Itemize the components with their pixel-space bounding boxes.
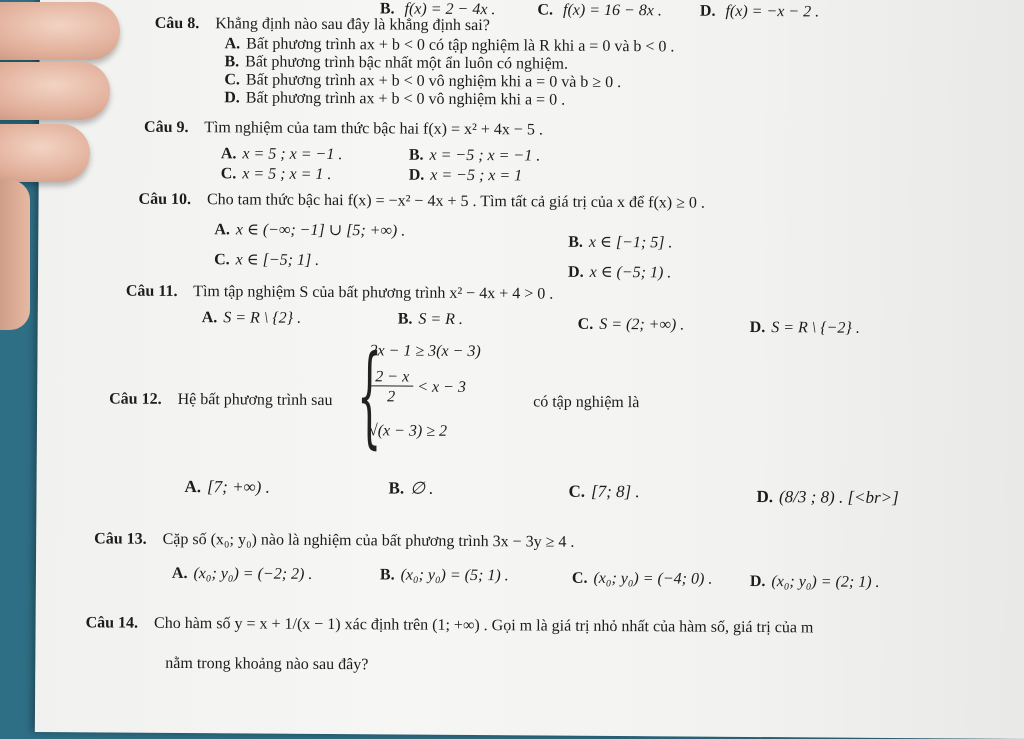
question-12 (109, 390, 332, 410)
top-option-b-text: f(x) = 2 − 4x . (404, 0, 496, 19)
option-label: D. (749, 318, 766, 337)
option-label: C. (224, 71, 241, 89)
option-text: S = (2; +∞) . (599, 315, 685, 334)
option-label: C. (571, 569, 588, 587)
question-8 (155, 15, 490, 35)
question-stem: Khẳng định nào sau đây là khẳng định sai? (215, 15, 490, 35)
option-text: x ∈ [−5; 1] . (235, 251, 320, 269)
option-label: A. (171, 564, 188, 583)
finger-3 (0, 124, 90, 182)
option-label: A. (224, 35, 241, 53)
exam-paper (35, 0, 1024, 739)
q11-option-a (202, 309, 301, 328)
option-text: x ∈ [−1; 5] . (588, 233, 673, 252)
question-stem: Tìm nghiệm của tam thức bậc hai f(x) = x² + 4x − 5 . (204, 119, 543, 139)
option-label: C. (220, 165, 237, 183)
q13-option-a (172, 565, 313, 584)
option-text: Bất phương trình ax + b < 0 vô nghiệm khi a = 0 và b ≥ 0 . (245, 71, 622, 92)
option-label: C. (577, 315, 594, 333)
q13-option-b (380, 566, 509, 585)
option-label: D. (408, 166, 425, 184)
top-option-c-text: f(x) = 16 − 8x . (562, 1, 662, 20)
question-number: Câu 10. (138, 190, 192, 209)
q12-option-d (756, 487, 898, 508)
option-label: C. (568, 481, 586, 501)
finger-1 (0, 2, 120, 60)
top-option-c-label: C. (537, 1, 554, 19)
option-text: Bất phương trình bậc nhất một ẩn luôn có nghiệm. (245, 53, 569, 73)
finger-2 (0, 62, 110, 120)
option-label: B. (224, 53, 240, 71)
question-stem: Tìm tập nghiệm S của bất phương trình x² − 4x + 4 > 0 . (193, 283, 554, 303)
question-stem: Cho hàm số y = x + 1/(x − 1) xác định trên (1; +∞) . Gọi m là giá trị nhỏ nhất của hàm số, giá trị của m (153, 614, 814, 637)
system-row-2-rest: < x − 3 (417, 378, 467, 396)
option-text: [7; +∞) . (207, 477, 270, 497)
system-row-2-numerator: 2 − x (375, 368, 410, 386)
option-label: B. (397, 310, 413, 328)
question-number: Câu 14. (85, 614, 139, 632)
q10-option-b (568, 232, 672, 253)
option-text: x ∈ (−5; 1) . (589, 263, 672, 282)
option-text: (x₀; y₀) = (−4; 0) . (593, 569, 713, 588)
q8-option-d (224, 89, 565, 109)
option-text: S = R . (418, 310, 464, 328)
option-text: S = R \ {2} . (223, 309, 302, 327)
q11-option-d (750, 319, 860, 338)
option-text: x ∈ (−∞; −1] ∪ [5; +∞) . (235, 221, 406, 240)
option-text: x = −5 ; x = 1 (430, 166, 523, 185)
option-label: B. (379, 566, 395, 584)
top-option-d-label: D. (699, 2, 716, 20)
option-text: x = −5 ; x = −1 . (429, 146, 541, 165)
question-13 (94, 530, 574, 551)
option-label: A. (214, 221, 230, 239)
option-text: S = R \ {−2} . (771, 319, 860, 337)
system-row-2-denominator: 2 (387, 388, 396, 406)
q12-tail (533, 393, 639, 412)
option-label: D. (756, 487, 774, 507)
question-stem: Hệ bất phương trình sau (177, 390, 333, 410)
q9-option-b (409, 147, 541, 166)
q12-option-b (388, 478, 433, 498)
option-label: B. (568, 233, 583, 251)
option-text: ∅ . (410, 478, 434, 498)
option-text: (8/3 ; 8) . [<br>] (778, 487, 899, 508)
system-row-3: √(x − 3) ≥ 2 (368, 422, 448, 440)
question-number: Câu 9. (143, 118, 189, 137)
q8-option-b (224, 53, 568, 73)
q11-option-c (578, 316, 685, 335)
option-label: D. (749, 572, 766, 591)
q10-option-a (214, 219, 405, 240)
palm (0, 180, 30, 330)
q10-option-c (214, 249, 319, 270)
question-stem: Cặp số (x₀; y₀) nào là nghiệm của bất phương trình 3x − 3y ≥ 4 . (162, 530, 575, 551)
q11-option-b (398, 311, 463, 329)
q12-option-a (184, 477, 269, 498)
q13-option-c (572, 570, 713, 589)
q13-option-d (750, 573, 880, 592)
question-number: Câu 13. (94, 530, 147, 548)
option-text: (x₀; y₀) = (−2; 2) . (193, 565, 313, 583)
question-stem: Cho tam thức bậc hai f(x) = −x² − 4x + 5 . Tìm tất cả giá trị của x để f(x) ≥ 0 . (206, 191, 705, 212)
option-label: B. (408, 146, 424, 164)
option-label: B. (388, 478, 405, 498)
option-label: D. (567, 263, 584, 281)
option-label: C. (214, 251, 230, 269)
option-text: Bất phương trình ax + b < 0 vô nghiệm khi a = 0 . (245, 89, 566, 109)
option-text: x = 5 ; x = 1 . (242, 165, 332, 184)
option-text: [7; 8] . (590, 481, 640, 502)
left-brace: { (356, 331, 383, 460)
question-stem-tail: có tập nghiệm là (533, 393, 640, 412)
question-9 (144, 119, 543, 140)
option-label: A. (201, 309, 218, 327)
option-label: A. (184, 477, 202, 497)
q9-option-a (221, 145, 343, 164)
option-text: (x₀; y₀) = (2; 1) . (771, 573, 880, 591)
question-10 (138, 191, 704, 213)
option-label: A. (220, 145, 237, 163)
q12-option-c (568, 482, 639, 502)
question-14-continued (165, 655, 368, 674)
option-text: (x₀; y₀) = (5; 1) . (400, 566, 509, 585)
question-14 (86, 614, 814, 637)
q10-option-d (568, 262, 671, 283)
q9-option-d (409, 167, 523, 186)
option-label: D. (224, 89, 240, 107)
top-option-d-text: f(x) = −x − 2 . (725, 2, 820, 21)
option-text: Bất phương trình ax + b < 0 có tập nghiệm là R khi a = 0 và b < 0 . (246, 35, 675, 56)
question-number: Câu 8. (154, 14, 200, 33)
option-text: x = 5 ; x = −1 . (242, 145, 343, 164)
question-stem-continued: nằm trong khoảng nào sau đây? (165, 654, 369, 674)
system-row-1: 2x − 1 ≥ 3(x − 3) (369, 342, 481, 361)
top-option-b-label: B. (379, 0, 395, 18)
question-number: Câu 12. (109, 390, 162, 408)
question-number: Câu 11. (125, 282, 178, 300)
q9-option-c (221, 165, 332, 184)
question-11 (126, 283, 553, 304)
inequality-system (356, 331, 508, 467)
